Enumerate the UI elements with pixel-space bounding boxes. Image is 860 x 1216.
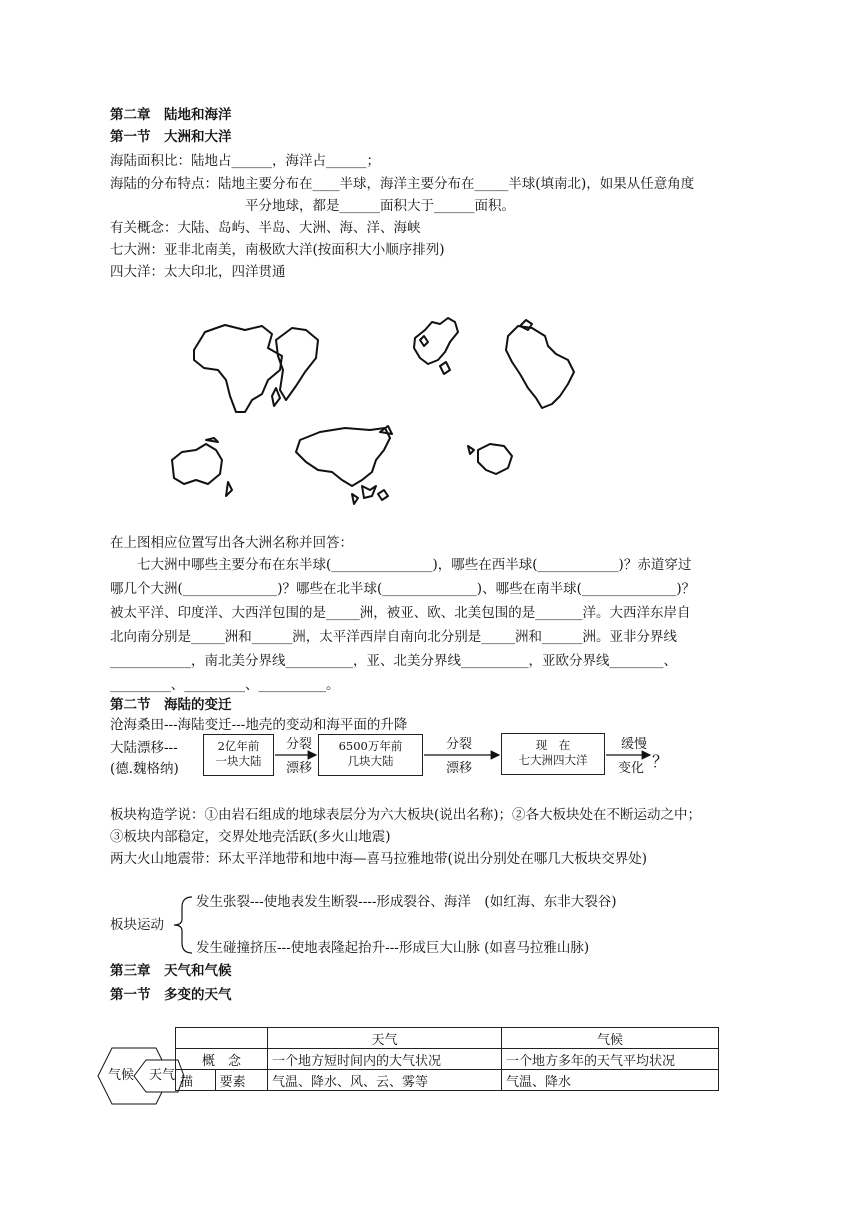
arrow-label: 漂移 [286, 761, 313, 776]
flow-box-line: 2亿年前 [217, 739, 260, 753]
sea-mulberry-line: 沧海桑田---海陆变迁---地壳的变动和海平面的升降 [110, 717, 408, 733]
chapter-title: 第三章 天气和气候 [110, 963, 232, 979]
table-cell: 气温、降水 [502, 1070, 719, 1091]
concepts-line: 有关概念：大陆、岛屿、半岛、大洲、海、洋、海峡 [110, 220, 421, 236]
question-line: _________、_________、__________。 [110, 677, 340, 693]
hex-climate-label: 气候 [108, 1068, 135, 1083]
question-line: ____________，南北美分界线__________，亚、北美分界线__________，亚欧分界线________、 [110, 653, 677, 669]
table-cell: 一个地方短时间内的大气状况 [268, 1049, 502, 1070]
question-line: 哪几个大洲(______________)？哪些在北半球(______________)、哪些在南半球(______________)？ [110, 581, 696, 597]
plate-theory-line: ③板块内部稳定，交界处地壳活跃(多火山地震) [110, 829, 391, 845]
continents-map [0, 300, 860, 520]
section-title: 第二节 海陆的变迁 [110, 697, 232, 713]
antarctica-outline [478, 444, 512, 474]
flow-box-line: 一块大陆 [215, 754, 262, 768]
question-line: 七大洲中哪些主要分布在东半球(_______________)，哪些在西半球(____________)？赤道穿过 [110, 557, 692, 573]
south-america-outline [276, 328, 318, 400]
distribution-line: 海陆的分布特点：陆地主要分布在____半球，海洋主要分布在_____半球(填南北)，如果从任意角度 [110, 176, 695, 192]
table-header-weather: 天气 [268, 1028, 502, 1049]
flow-box-line: 现 在 [535, 738, 571, 752]
motion-convergent: 发生碰撞挤压---使地表隆起抬升---形成巨大山脉 (如喜马拉雅山脉) [196, 940, 590, 956]
end-label: 变化 [618, 761, 645, 776]
chapter-title: 第二章 陆地和海洋 [110, 107, 232, 123]
four-oceans-line: 四大洋：太大印北，四洋贯通 [110, 264, 286, 280]
question-intro: 在上图相应位置写出各大洲名称并回答： [110, 535, 353, 551]
arrow-label: 漂移 [446, 761, 473, 776]
ratio-line: 海陆面积比：陆地占______，海洋占______； [110, 153, 380, 169]
table-row [176, 1028, 719, 1049]
table-row [176, 1049, 719, 1070]
section-title: 第一节 多变的天气 [110, 987, 232, 1003]
table-cell: 一个地方多年的天气平均状况 [502, 1049, 719, 1070]
question-line: 被太平洋、印度洋、大西洋包围的是_____洲，被亚、欧、北美包围的是_______洋。大西洋东岸自 [110, 605, 691, 621]
africa-outline [194, 325, 282, 412]
table-header-climate: 气候 [502, 1028, 719, 1049]
volcano-belts-line: 两大火山地震带：环太平洋地带和地中海—喜马拉雅地带(说出分别处在哪几大板块交界处) [110, 851, 648, 867]
weather-climate-table [175, 1027, 719, 1091]
table-cell: 气温、降水、风、云、雾等 [268, 1070, 502, 1091]
hex-weather-label: 天气 [149, 1068, 176, 1083]
flow-arrows [0, 730, 860, 790]
question-mark: ？ [652, 752, 669, 771]
australia-outline [172, 444, 222, 484]
table-row [176, 1070, 719, 1091]
seven-continents-line: 七大洲：亚非北南美，南极欧大洋(按面积大小顺序排列) [110, 242, 445, 258]
table-row-label: 概 念 [176, 1049, 268, 1070]
flow-box-line: 七大洲四大洋 [518, 753, 588, 767]
asia-outline [296, 428, 390, 486]
question-line: 北向南分别是_____洲和______洲，太平洋西岸自南向北分别是_____洲和______洲。亚非分界线 [110, 629, 677, 645]
drift-author: (德.魏格纳) [110, 761, 179, 777]
table-row-label: 要素 [215, 1070, 267, 1091]
plate-motion-label: 板块运动 [110, 917, 164, 933]
flow-box-line: 6500万年前 [338, 739, 403, 753]
flow-box-line: 几块大陆 [347, 754, 394, 768]
drift-label: 大陆漂移--- [110, 740, 178, 756]
arrow-label: 分裂 [446, 737, 473, 752]
end-label: 缓慢 [621, 737, 648, 752]
section-title: 第一节 大洲和大洋 [110, 129, 232, 145]
motion-divergent: 发生张裂---使地表发生断裂----形成裂谷、海洋 (如红海、东非大裂谷) [196, 894, 617, 910]
table-row-label: 描 [176, 1070, 216, 1091]
arrow-label: 分裂 [286, 737, 313, 752]
distribution-line: 平分地球，都是______面积大于______面积。 [245, 198, 515, 214]
plate-theory-line: 板块构造学说：①由岩石组成的地球表层分为六大板块(说出名称)；②各大板块处在不断运动之中； [110, 807, 702, 823]
north-america-outline [506, 326, 574, 408]
